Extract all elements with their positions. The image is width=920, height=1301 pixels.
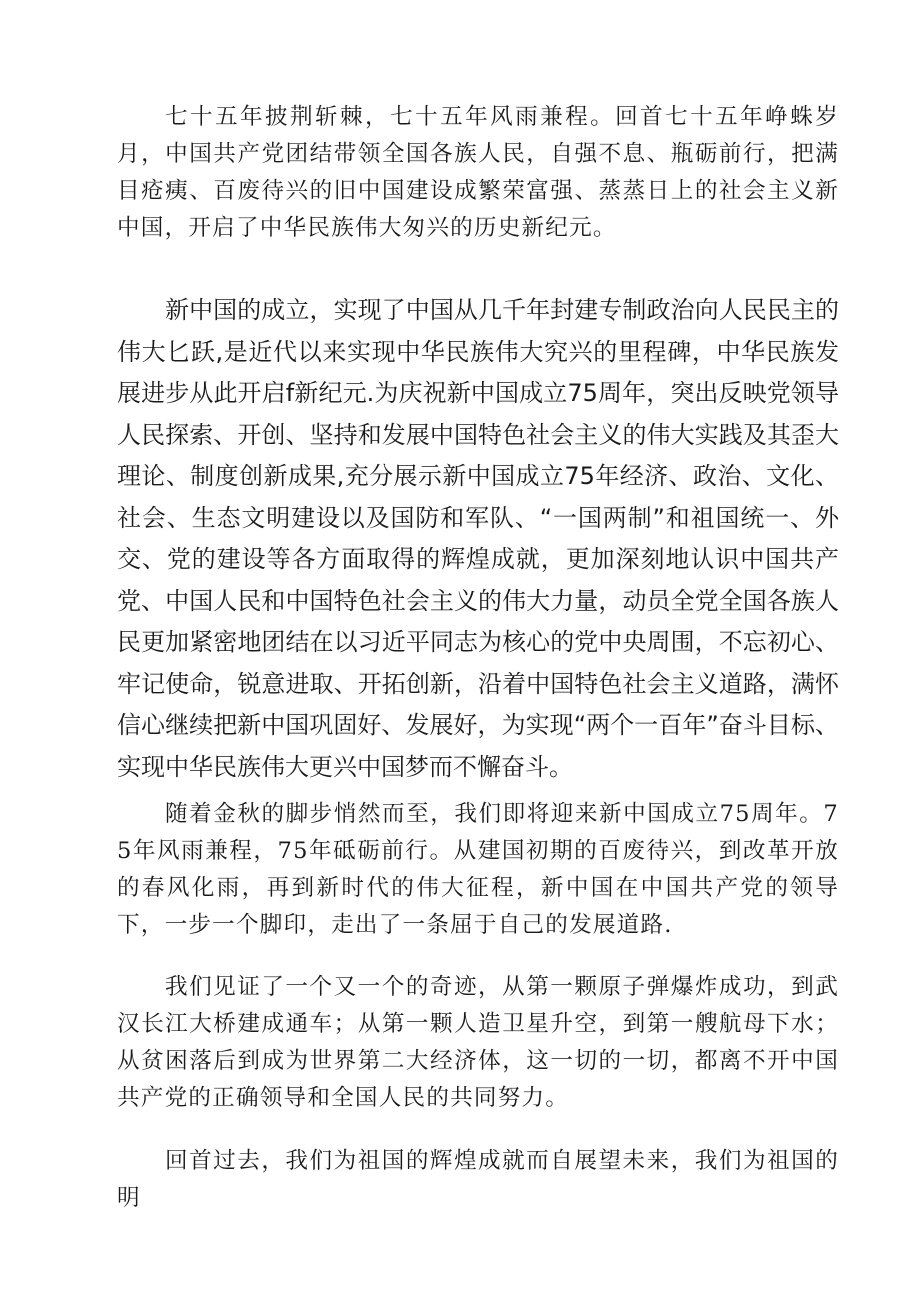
paragraph-founding: 新中国的成立，实现了中国从几千年封建专制政治向人民民主的伟大匕跃,是近代以来实现中华民族伟大究兴的里程碑，中华民族发展进步从此开启f新纪元.为庆祝新中国成立75周年，突出反映党领导人民探索、开创、坚持和发展中国特色社会主义的伟大实践及其歪大理论、制度创新成果,充分展示新中国成立75年经济、政治、文化、社会、生态文明建设以及国防和军队、“一国两制”和祖国统一、外交、党的建设等各方面取得的辉煌成就，更加深刻地认识中国共产党、中国人民和中国特色社会主义的伟大力量，动员全党全国各族人民更加紧密地团结在以习近平同志为核心的党中央周围，不忘初心、牢记使命，锐意进取、开拓创新，沿着中国特色社会主义道路，满怀信心继续把新中国巩固好、发展好，为实现“两个一百年”奋斗目标、实现中华民族伟大更兴中国梦而不懈奋斗。 <box>117 296 839 781</box>
paragraph-looking-back: 回首过去，我们为祖国的辉煌成就而自展望未来，我们为祖国的明 <box>117 1148 839 1211</box>
paragraph-intro: 七十五年披荆斩棘，七十五年风雨兼程。回首七十五年峥蛛岁月，中国共产党团结带领全国各族人民，自强不息、瓶砺前行，把满目疮痍、百废待兴的旧中国建设成繁荣富强、蒸蒸日上的社会主义新中国，开启了中华民族伟大匆兴的历史新纪元。 <box>117 104 839 241</box>
paragraph-autumn: 随着金秋的脚步悄然而至，我们即将迎来新中国成立75周年。75年风雨兼程，75年砥砺前行。从建国初期的百废待兴，到改革开放的春风化雨，再到新时代的伟大征程，新中国在中国共产党的领导下，一步一个脚印，走出了一条屈于自己的发展道路. <box>117 801 839 938</box>
paragraph-miracles: 我们见证了一个又一个的奇迹，从第一颗原子弹爆炸成功，到武汉长江大桥建成通车；从第一颗人造卫星升空，到第一艘航母下水；从贫困落后到成为世界第二大经济体，这一切的一切，都离不开中国共产党的正确领导和全国人民的共同努力。 <box>117 974 839 1111</box>
